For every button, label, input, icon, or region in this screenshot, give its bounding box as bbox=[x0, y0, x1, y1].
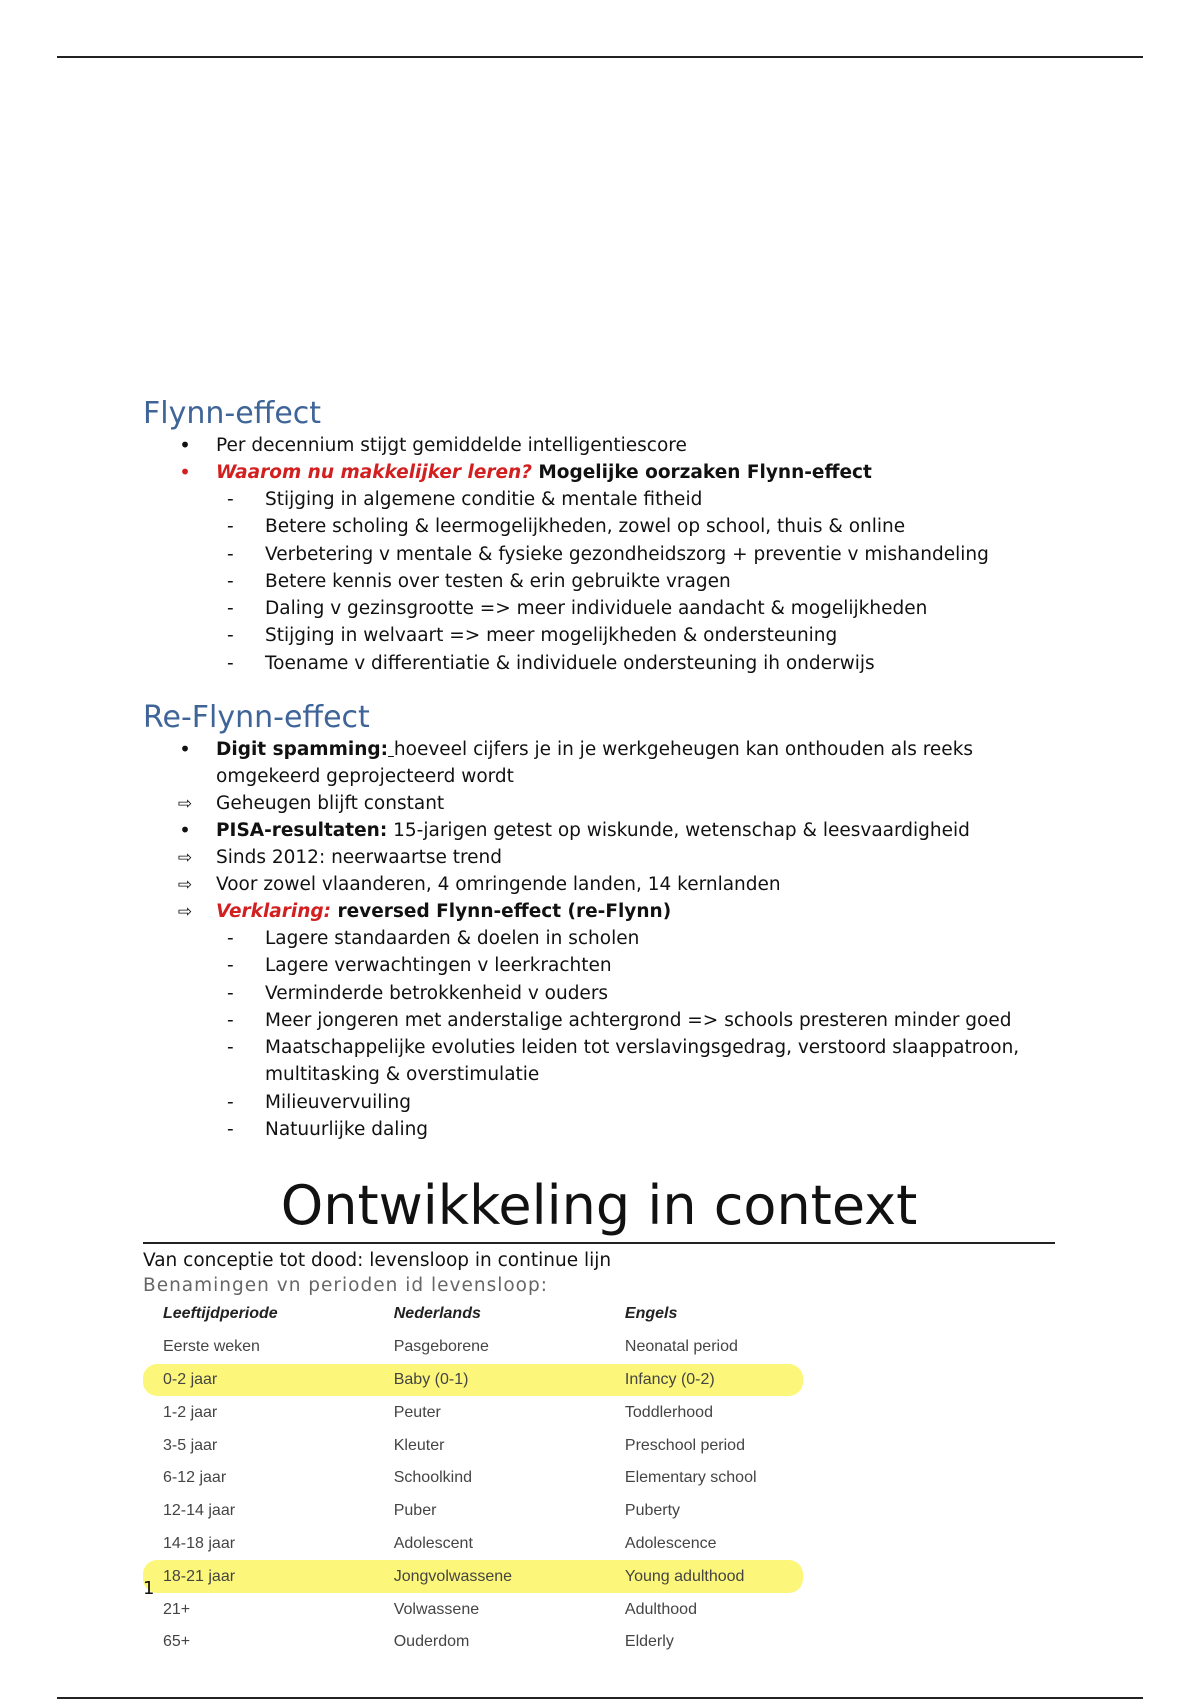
list-item: ⇨ Geheugen blijft constant bbox=[143, 790, 1063, 817]
table-row: 65+ Ouderdom Elderly bbox=[163, 1633, 674, 1651]
table-row-highlighted: 18-21 jaar Jongvolwassene Young adulthood bbox=[143, 1560, 803, 1593]
dash-icon: - bbox=[227, 1009, 234, 1031]
flynn-list bbox=[143, 432, 1063, 677]
list-item: ⇨ Sinds 2012: neerwaartse trend bbox=[143, 844, 1063, 871]
list-item: - Toename v differentiatie & individuele ondersteuning ih onderwijs bbox=[143, 650, 1063, 677]
list-item: - Stijging in welvaart => meer mogelijkheden & ondersteuning bbox=[143, 622, 1063, 649]
table-row: 21+ Volwassene Adulthood bbox=[163, 1600, 697, 1618]
list-item: - Natuurlijke daling bbox=[143, 1116, 1063, 1143]
list-item: - Stijging in algemene conditie & mentale fitheid bbox=[143, 486, 1063, 513]
list-item: - Daling v gezinsgrootte => meer individuele aandacht & mogelijkheden bbox=[143, 595, 1063, 622]
list-item: - Milieuvervuiling bbox=[143, 1089, 1063, 1116]
header-age: Leeftijdperiode bbox=[163, 1305, 278, 1323]
table-row: 1-2 jaar Peuter Toddlerhood bbox=[163, 1403, 713, 1421]
list-item: - Verminderde betrokkenheid v ouders bbox=[143, 980, 1063, 1007]
table-row: 3-5 jaar Kleuter Preschool period bbox=[163, 1436, 745, 1454]
bullet-dot-icon bbox=[175, 736, 195, 764]
bullet-dot-icon bbox=[175, 817, 195, 845]
table-header-row bbox=[143, 1298, 803, 1331]
table-row: 6-12 jaar Schoolkind Elementary school bbox=[163, 1469, 757, 1487]
dash-icon: - bbox=[227, 982, 234, 1004]
dash-icon: - bbox=[227, 625, 234, 647]
header-dutch: Nederlands bbox=[393, 1305, 481, 1323]
dash-icon: - bbox=[227, 1091, 234, 1113]
heading-flynn: Flynn-effect bbox=[143, 396, 322, 431]
flynn-causes-list bbox=[143, 486, 1063, 677]
periods-table-wrap bbox=[143, 1298, 803, 1659]
dash-icon: - bbox=[227, 489, 234, 510]
list-item: • Digit spamming: hoeveel cijfers je in je werkgeheugen kan onthouden als reeks omgekeerd geprojecteerd wordt bbox=[143, 736, 1063, 790]
dash-icon: - bbox=[227, 516, 234, 538]
subline: Van conceptie tot dood: levensloop in continue lijn bbox=[143, 1250, 612, 1271]
chapter-title: Ontwikkeling in context bbox=[280, 1174, 918, 1237]
list-item: - Meer jongeren met anderstalige achtergrond => schools presteren minder goed bbox=[143, 1007, 1063, 1034]
title-rule bbox=[143, 1242, 1055, 1244]
dash-icon: - bbox=[227, 955, 234, 977]
footer-rule bbox=[57, 1697, 1143, 1699]
dash-icon: - bbox=[227, 1037, 234, 1059]
dash-icon: - bbox=[227, 1119, 234, 1141]
header-english: Engels bbox=[624, 1305, 678, 1323]
section-re-flynn bbox=[143, 700, 1063, 1143]
dash-icon: - bbox=[227, 928, 234, 949]
arrow-right-icon bbox=[175, 790, 195, 818]
re-flynn-list bbox=[143, 736, 1063, 1143]
heading-re-flynn: Re-Flynn-effect bbox=[143, 700, 370, 735]
list-item: • PISA-resultaten: 15-jarigen getest op wiskunde, wetenschap & leesvaardigheid bbox=[143, 817, 1063, 844]
list-item: • Waarom nu makkelijker leren? Mogelijke oorzaken Flynn-effect - Stijging in algemene conditie & mentale fitheid - Betere scholing & leermogelijkheden, zowel op school, thuis & online - Verbetering v mentale & fysieke gezondheidszorg + preventie v mishandeling - Betere kennis over testen & erin gebruikte vragen - Daling v gezinsgrootte => meer individuele aandacht & mogelijkheden - Stijging in welvaart => meer mogelijkheden & ondersteuning - Toename v differentiatie & individuele ondersteuning ih onderwijs bbox=[143, 459, 1063, 677]
list-item: - Lagere standaarden & doelen in scholen bbox=[143, 925, 1063, 952]
periods-table bbox=[143, 1298, 803, 1659]
chapter-title-block bbox=[143, 1174, 1055, 1298]
list-item: ⇨ Voor zowel vlaanderen, 4 omringende landen, 14 kernlanden bbox=[143, 871, 1063, 898]
page-number: 1 bbox=[143, 1578, 155, 1599]
arrow-right-icon bbox=[175, 844, 195, 872]
dash-icon: - bbox=[227, 543, 234, 565]
list-item: • Per decennium stijgt gemiddelde intelligentiescore bbox=[143, 432, 1063, 459]
bullet-dot-icon bbox=[175, 459, 195, 487]
section-flynn bbox=[143, 396, 1063, 677]
table-caption: Benamingen vn perioden id levensloop: bbox=[143, 1275, 548, 1296]
arrow-right-icon bbox=[175, 871, 195, 899]
table-row: 14-18 jaar Adolescent Adolescence bbox=[163, 1534, 717, 1552]
list-item: - Lagere verwachtingen v leerkrachten bbox=[143, 952, 1063, 979]
re-flynn-causes-list bbox=[143, 925, 1063, 1143]
bullet-dot-icon bbox=[175, 432, 195, 460]
header-rule bbox=[57, 56, 1143, 58]
list-item: - Maatschappelijke evoluties leiden tot verslavingsgedrag, verstoord slaappatroon, multitasking & overstimulatie bbox=[143, 1034, 1063, 1089]
list-item: - Betere kennis over testen & erin gebruikte vragen bbox=[143, 568, 1063, 595]
dash-icon: - bbox=[227, 570, 234, 592]
arrow-right-icon bbox=[175, 898, 195, 926]
dash-icon: - bbox=[227, 652, 234, 674]
table-row-highlighted: 0-2 jaar Baby (0-1) Infancy (0-2) bbox=[143, 1364, 803, 1397]
list-item: - Verbetering v mentale & fysieke gezondheidszorg + preventie v mishandeling bbox=[143, 541, 1063, 568]
table-row: Eerste weken Pasgeborene Neonatal period bbox=[163, 1338, 738, 1356]
list-item: - Betere scholing & leermogelijkheden, zowel op school, thuis & online bbox=[143, 513, 1063, 540]
table-row: 12-14 jaar Puber Puberty bbox=[163, 1502, 681, 1520]
list-item: ⇨ Verklaring: reversed Flynn-effect (re-Flynn) - Lagere standaarden & doelen in scholen - Lagere verwachtingen v leerkrachten - Verminderde betrokkenheid v ouders - Meer jongeren met anderstalige achtergrond => schools presteren minder goed - Maatschappelijke evoluties leiden tot verslavingsgedrag, verstoord slaappatroon, multitasking & overstimulatie - Milieuvervuiling - Natuurlijke daling bbox=[143, 898, 1063, 1143]
dash-icon: - bbox=[227, 598, 234, 620]
